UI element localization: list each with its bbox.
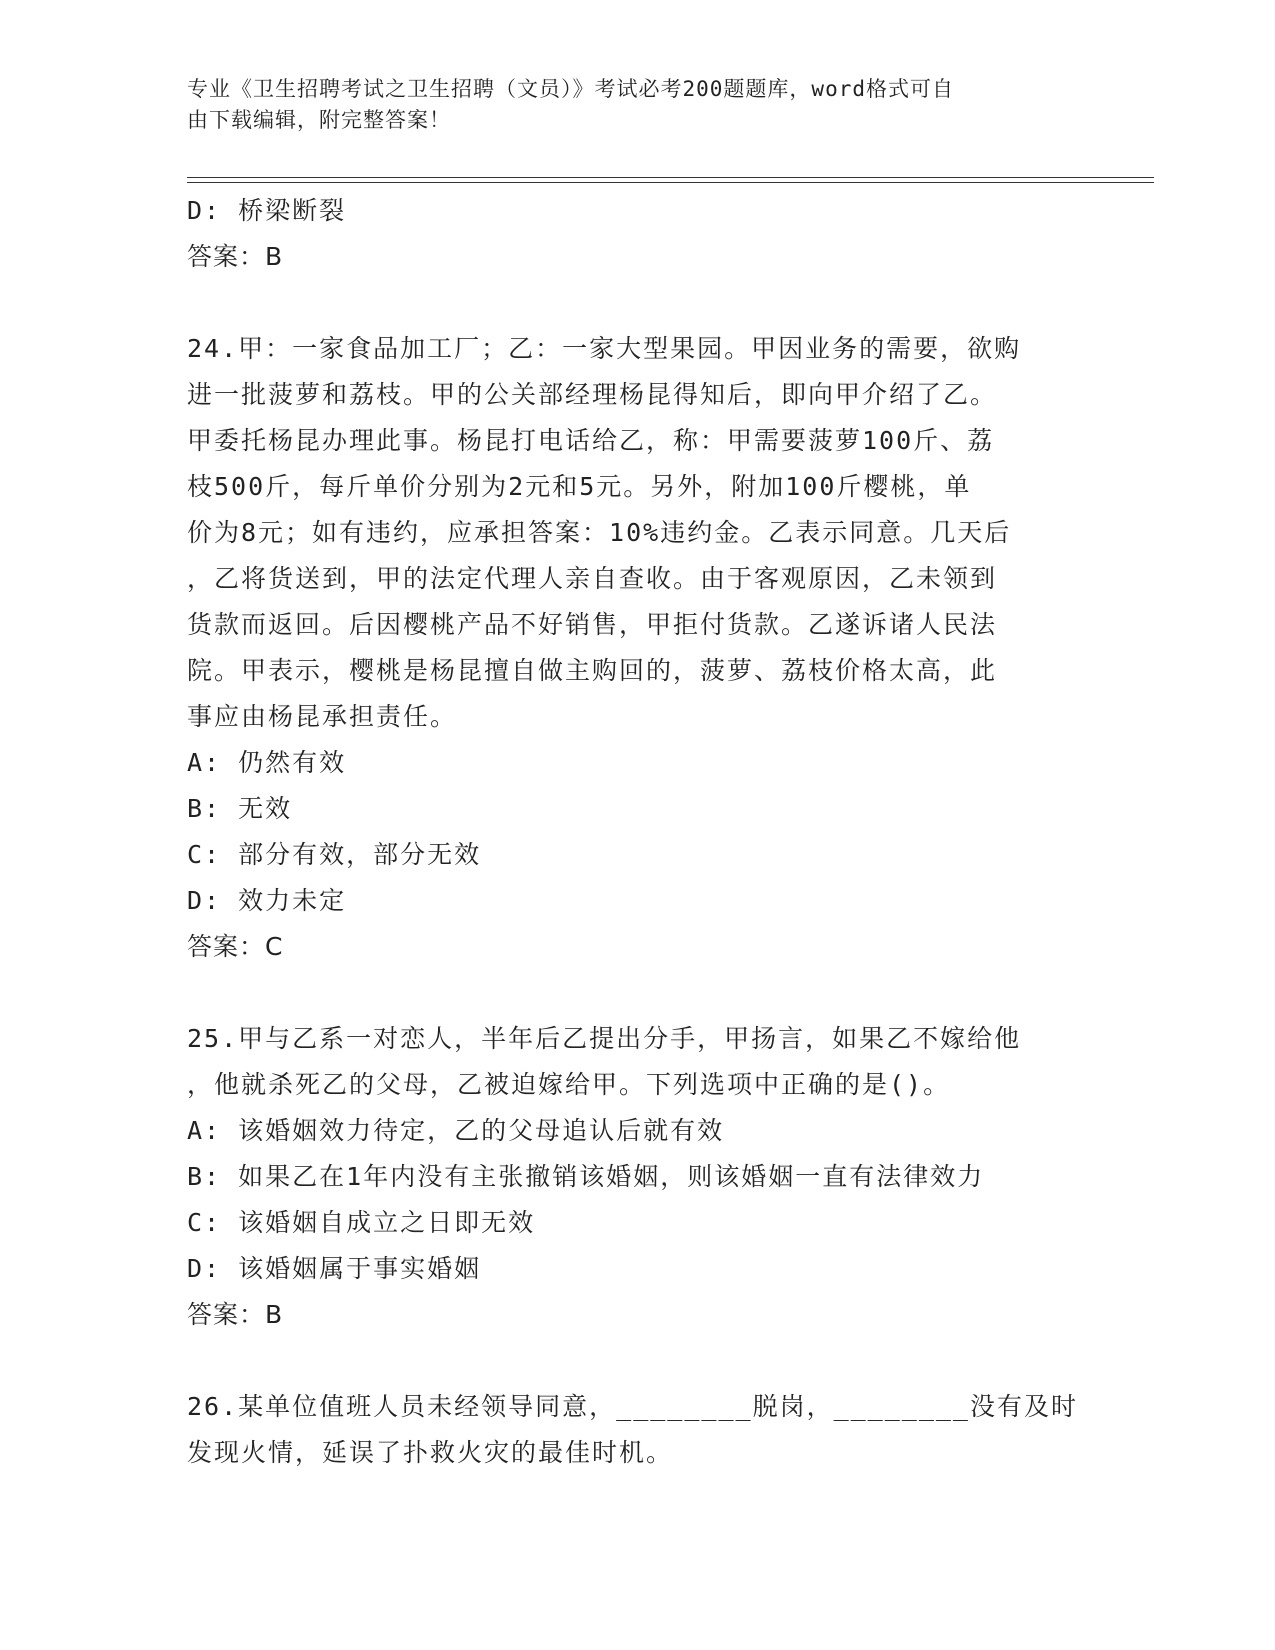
q24-option-c: C: 部分有效，部分无效 [187,840,482,869]
q23-option-d: D: 桥梁断裂 [187,196,347,225]
spacer [187,280,1087,326]
q24-stem-line: 事应由杨昆承担责任。 [187,702,458,731]
q24-stem-line: 货款而返回。后因樱桃产品不好销售，甲拒付货款。乙遂诉诸人民法 [187,610,998,639]
header-divider-top [187,177,1154,178]
q24-stem-line: 24.甲：一家食品加工厂；乙：一家大型果园。甲因业务的需要，欲购 [187,334,1022,363]
header-note-line-1: 专业《卫生招聘考试之卫生招聘（文员）》考试必考200题题库，word格式可自 [187,77,954,101]
q25-option-a: A: 该婚姻效力待定，乙的父母追认后就有效 [187,1116,725,1145]
q24-stem-line: 院。甲表示，樱桃是杨昆擅自做主购回的，菠萝、荔枝价格太高，此 [187,656,998,685]
q25-option-b: B: 如果乙在1年内没有主张撤销该婚姻，则该婚姻一直有法律效力 [187,1162,985,1191]
q24-stem-line: 进一批菠萝和荔枝。甲的公关部经理杨昆得知后，即向甲介绍了乙。 [187,380,998,409]
q24-option-d: D: 效力未定 [187,886,347,915]
q23-answer: 答案：B [187,242,284,271]
q25-option-c: C: 该婚姻自成立之日即无效 [187,1208,536,1237]
q26-stem-line: 发现火情，延误了扑救火灾的最佳时机。 [187,1438,674,1467]
q24-stem-line: 甲委托杨昆办理此事。杨昆打电话给乙，称：甲需要菠萝100斤、荔 [187,426,995,455]
q25-stem-line: ，他就杀死乙的父母，乙被迫嫁给甲。下列选项中正确的是()。 [187,1070,951,1099]
question-26 [187,1384,1087,1476]
q24-stem-line: 枝500斤，每斤单价分别为2元和5元。另外，附加100斤樱桃，单 [187,472,972,501]
header-note [187,74,1067,136]
header-divider-bottom [187,182,1154,183]
spacer [187,970,1087,1016]
q25-answer: 答案：B [187,1300,284,1329]
q24-stem-line: ，乙将货送到，甲的法定代理人亲自查收。由于客观原因，乙未领到 [187,564,998,593]
question-25 [187,1016,1087,1338]
header-note-line-2: 由下载编辑，附完整答案！ [187,108,451,132]
q26-stem-line: 26.某单位值班人员未经领导同意，________脱岗，________没有及时 [187,1392,1078,1421]
spacer [187,1338,1087,1384]
q24-stem-line: 价为8元；如有违约，应承担答案：10%违约金。乙表示同意。几天后 [187,518,1012,547]
q24-option-b: B: 无效 [187,794,293,823]
q24-option-a: A: 仍然有效 [187,748,347,777]
question-24 [187,326,1087,970]
question-content [187,188,1087,1476]
q25-option-d: D: 该婚姻属于事实婚姻 [187,1254,482,1283]
q24-answer: 答案：C [187,932,284,961]
q25-stem-line: 25.甲与乙系一对恋人，半年后乙提出分手，甲扬言，如果乙不嫁给他 [187,1024,1022,1053]
